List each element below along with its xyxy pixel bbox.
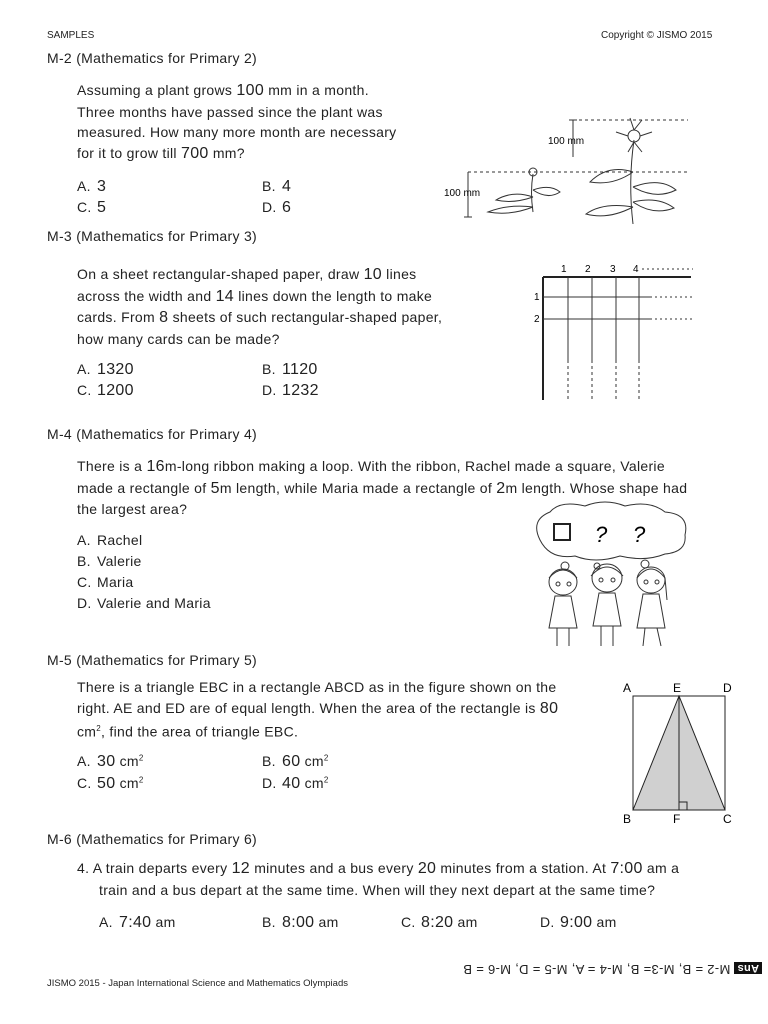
answer-key: AnsM-2 = B, M-3= B, M-4 = A, M-5 = D, M-6 = B — [402, 962, 762, 977]
m4-girls-figure — [525, 500, 700, 650]
m5-triangle-figure — [615, 678, 745, 828]
m5-option-a: A. 30 $cm^2$ — [77, 753, 144, 770]
m6-option-a: A. 7:40 am — [99, 914, 176, 931]
small-plant-icon — [488, 168, 560, 213]
m3-option-b: B. 1120 — [262, 361, 318, 378]
m6-heading: M-6 (Mathematics for Primary 6) — [47, 831, 257, 847]
point-e: E — [673, 681, 682, 695]
grid-row-1: 1 — [534, 292, 540, 303]
m4-option-c: C. Maria — [77, 574, 134, 590]
m3-option-c: C. 1200 — [77, 382, 134, 399]
m2-option-d: D. 6 — [262, 199, 292, 216]
m3-heading: M-3 (Mathematics for Primary 3) — [47, 228, 257, 244]
m2-option-c: C. 5 — [77, 199, 107, 216]
m2-option-a: A. 3 — [77, 178, 107, 195]
m2-label-top: 100 mm — [548, 136, 585, 147]
m3-option-a: A. 1320 — [77, 361, 134, 378]
point-a: A — [623, 681, 632, 695]
large-plant-icon — [586, 118, 676, 224]
girl-maria-icon — [637, 567, 667, 646]
girl-valerie-icon — [591, 564, 623, 646]
footer-text: JISMO 2015 - Japan International Science and Mathematics Olympiads — [47, 978, 348, 989]
m5-heading: M-5 (Mathematics for Primary 5) — [47, 652, 257, 668]
girl-rachel-icon — [549, 569, 577, 646]
header-samples: SAMPLES — [47, 30, 95, 41]
m3-question: On a sheet rectangular-shaped paper, draw 10 lines across the width and 14 lines down the length to make cards. From 8 sheets of such rectangular-shaped paper, how many cards can be made? — [77, 266, 443, 347]
bubble-question-2: ? — [633, 522, 646, 547]
m5-option-d: D. 40 $cm^2$ — [262, 775, 329, 792]
header-copyright: Copyright © JISMO 2015 — [601, 30, 713, 41]
m5-option-c: C. 50 $cm^2$ — [77, 775, 144, 792]
m3-grid-figure — [525, 260, 700, 400]
bubble-question-1: ? — [595, 522, 608, 547]
m6-option-b: B. 8:00 am — [262, 914, 339, 931]
m2-plant-figure — [438, 112, 688, 232]
point-c: C — [723, 812, 732, 826]
grid-col-1: 1 — [561, 264, 567, 275]
grid-row-2: 2 — [534, 314, 540, 325]
grid-col-3: 3 — [610, 264, 616, 275]
point-f: F — [673, 812, 681, 826]
thought-bubble-icon — [537, 502, 686, 570]
m4-question: There is a 16m-long ribbon making a loop. With the ribbon, Rachel made a square, Valerie made a rectangle of 5m length, while Maria made a rectangle of 2m length. Whose shape had the largest area? — [77, 458, 688, 517]
point-d: D — [723, 681, 732, 695]
m2-question: Assuming a plant grows 100 mm in a month. Three months have passed since the plant was measured. How many more month are necessary for it to grow till 700 mm? — [77, 82, 397, 162]
m6-option-c: C. 8:20 am — [401, 914, 478, 931]
m2-label-bottom: 100 mm — [444, 188, 481, 199]
m5-question: There is a triangle EBC in a rectangle ABCD as in the figure shown on the right. AE and ED are of equal length. When the area of the rectangle is 80 $cm^2$, find the area of triangle EBC. — [77, 679, 559, 740]
m4-option-b: B. Valerie — [77, 553, 142, 569]
m6-option-d: D. 9:00 am — [540, 914, 617, 931]
m2-heading: M-2 (Mathematics for Primary 2) — [47, 50, 257, 66]
m2-option-b: B. 4 — [262, 178, 292, 195]
m5-option-b: B. 60 $cm^2$ — [262, 753, 329, 770]
m4-heading: M-4 (Mathematics for Primary 4) — [47, 426, 257, 442]
m4-option-a: A. Rachel — [77, 532, 143, 548]
point-b: B — [623, 812, 632, 826]
m4-option-d: D. Valerie and Maria — [77, 595, 211, 611]
grid-col-4: 4 — [633, 264, 639, 275]
m6-question: 4. A train departs every 12 minutes and a bus every 20 minutes from a station. At 7:00 am a train and a bus depart at the same time. When will they next depart at the same time? — [77, 860, 680, 898]
m3-option-d: D. 1232 — [262, 382, 319, 399]
grid-col-2: 2 — [585, 264, 591, 275]
